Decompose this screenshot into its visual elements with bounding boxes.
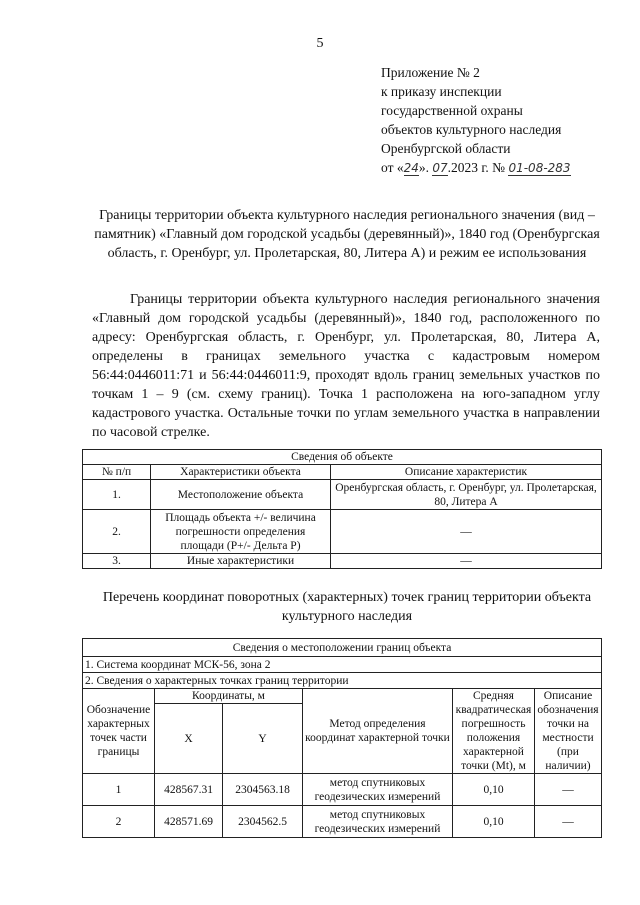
table-row: 1 428567.31 2304563.18 метод спутниковых геодезических измерений 0,10 —: [83, 774, 602, 806]
table-row: 1. Местоположение объекта Оренбургская область, г. Оренбург, ул. Пролетарская, 80, Литера А: [83, 480, 602, 510]
coordinates-table: [82, 638, 602, 838]
column-header: Описание обозначения точки на местности (при наличии): [535, 689, 602, 774]
table-row: 3. Иные характеристики —: [83, 554, 602, 569]
appendix-line: Оренбургской области: [381, 141, 511, 156]
column-header: Описание характеристик: [331, 465, 602, 480]
column-header: Обозначение характерных точек части границы: [83, 689, 155, 774]
table-row: 2 428571.69 2304562.5 метод спутниковых геодезических измерений 0,10 —: [83, 806, 602, 838]
section-row: 1. Система координат МСК-56, зона 2: [83, 657, 602, 673]
document-title: Границы территории объекта культурного наследия регионального значения (вид – памятник) «Главный дом городской усадьбы (деревянный)», 1840 год (Оренбургская область, г. Оренбург, ул. Пролетарская, 80, Литера А) и режим ее использования: [94, 208, 600, 261]
coordinates-title: Перечень координат поворотных (характерных) точек границ территории объекта культурного наследия: [102, 590, 592, 624]
appendix-block: [381, 63, 571, 178]
column-header: Y: [223, 704, 303, 774]
table-caption: Сведения о местоположении границ объекта: [83, 639, 602, 657]
appendix-line: государственной охраны: [381, 103, 523, 118]
table-caption: Сведения об объекте: [83, 450, 602, 465]
handwritten-order-number: 01-08-283: [508, 161, 571, 175]
appendix-line: объектов культурного наследия: [381, 122, 562, 137]
table-row: 2. Площадь объекта +/- величина погрешности определения площади (Р+/- Дельта Р) —: [83, 510, 602, 554]
section-row: 2. Сведения о характерных точках границ территории: [83, 673, 602, 689]
page-number: 5: [316, 36, 324, 51]
column-header: Средняя квадратическая погрешность положения характерной точки (Mt), м: [453, 689, 535, 774]
column-header: Характеристики объекта: [151, 465, 331, 480]
handwritten-month: 07: [432, 161, 448, 175]
handwritten-day: 24: [403, 161, 419, 175]
column-header: Метод определения координат характерной точки: [303, 689, 453, 774]
column-header: Координаты, м: [155, 689, 303, 704]
body-paragraph: Границы территории объекта культурного наследия регионального значения «Главный дом городской усадьбы (деревянный)», 1840 год, расположенного по адресу: Оренбургская область, г. Оренбург, ул. Пролетарская, 80, Литера А, определены в границах земельного участка с кадастровым номером 56:44:0446011:71 и 56:44:0446011:9, проходят вдоль границ земельных участков по точкам 1 – 9 (см. схему границ). Точка 1 расположена на юго-западном углу кадастрового участка. Остальные точки по углам земельного участка в направлении по часовой стрелке.: [92, 292, 600, 440]
column-header: № п/п: [83, 465, 151, 480]
object-info-table: [82, 449, 602, 569]
appendix-line: к приказу инспекции: [381, 84, 502, 99]
appendix-line: Приложение № 2: [381, 65, 480, 80]
appendix-date-line: от «24». 07.2023 г. № 01-08-283: [381, 160, 571, 175]
column-header: X: [155, 704, 223, 774]
